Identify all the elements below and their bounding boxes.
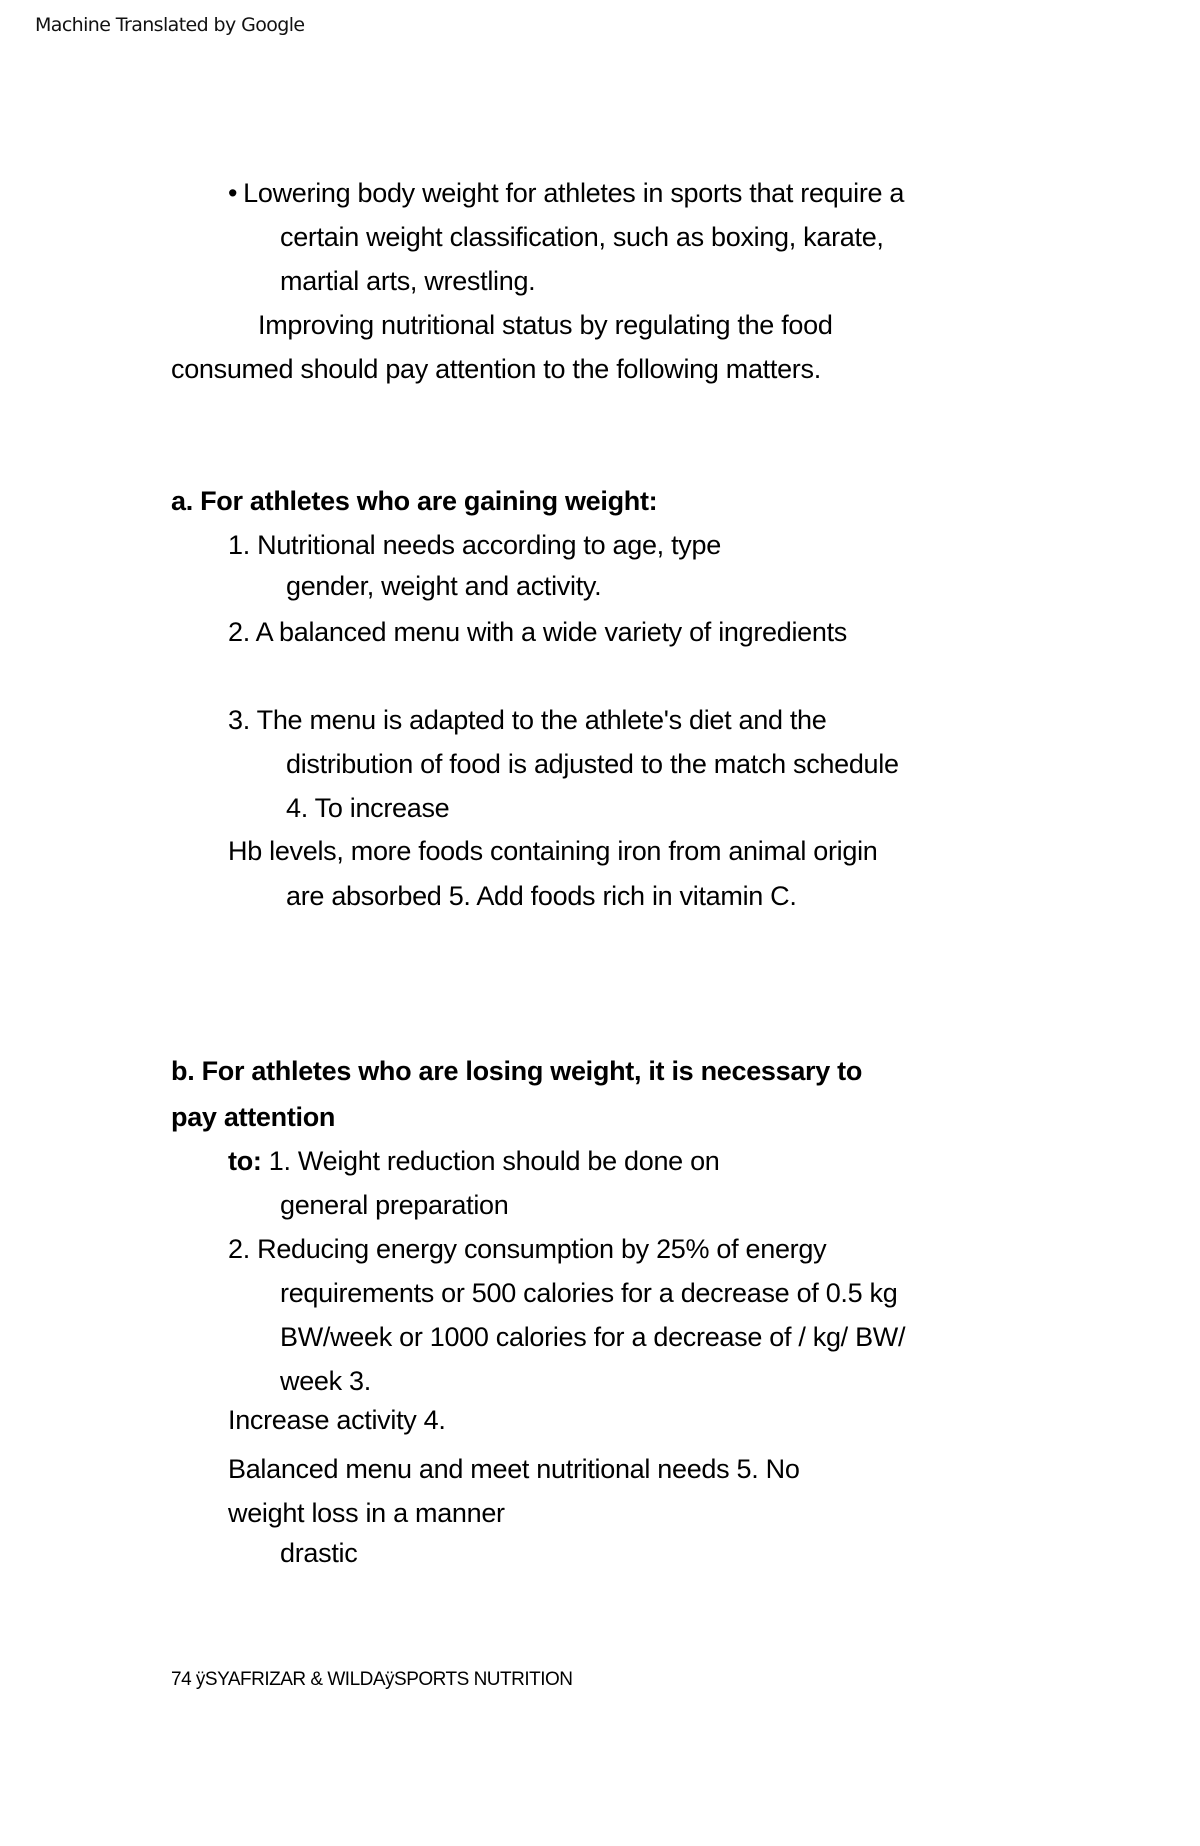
- section-b-line-text: 1. Weight reduction should be done on: [268, 1146, 720, 1176]
- section-b-line: 2. Reducing energy consumption by 25% of energy: [228, 1234, 827, 1264]
- translation-header: Machine Translated by Google: [35, 14, 305, 36]
- page-footer: 74 ÿSYAFRIZAR & WILDAÿSPORTS NUTRITION: [171, 1669, 573, 1690]
- bullet-icon: •: [228, 178, 238, 208]
- section-a-line: 4. To increase: [286, 793, 450, 823]
- bullet-item-text-cont: martial arts, wrestling.: [280, 266, 536, 296]
- section-a-line: are absorbed 5. Add foods rich in vitamin C.: [286, 881, 797, 911]
- section-a-heading: a. For athletes who are gaining weight:: [171, 486, 658, 516]
- section-b-line: BW/week or 1000 calories for a decrease of / kg/ BW/: [280, 1322, 906, 1352]
- section-b-line: Balanced menu and meet nutritional needs 5. No: [228, 1454, 800, 1484]
- section-b-line: general preparation: [280, 1190, 509, 1220]
- bullet-item-text: Lowering body weight for athletes in sports that require a: [243, 178, 905, 208]
- section-b-line: Increase activity 4.: [228, 1405, 446, 1435]
- section-a-line: distribution of food is adjusted to the match schedule: [286, 749, 899, 779]
- section-b-line: week 3.: [280, 1366, 371, 1396]
- section-b-line: weight loss in a manner: [228, 1498, 505, 1528]
- section-a-line: Hb levels, more foods containing iron from animal origin: [228, 836, 878, 866]
- section-b-line: drastic: [280, 1538, 358, 1568]
- section-b-heading: pay attention: [171, 1102, 336, 1132]
- intro-paragraph-line: Improving nutritional status by regulating the food: [258, 310, 833, 340]
- intro-paragraph-line: consumed should pay attention to the following matters.: [171, 354, 821, 384]
- to-label: to:: [228, 1146, 262, 1176]
- section-b-line: requirements or 500 calories for a decrease of 0.5 kg: [280, 1278, 898, 1308]
- section-a-line: 3. The menu is adapted to the athlete's diet and the: [228, 705, 827, 735]
- section-a-line: 1. Nutritional needs according to age, type: [228, 530, 721, 560]
- section-b-heading: b. For athletes who are losing weight, it is necessary to: [171, 1056, 863, 1086]
- section-a-line: gender, weight and activity.: [286, 571, 602, 601]
- section-a-line: 2. A balanced menu with a wide variety of ingredients: [228, 617, 847, 647]
- section-b-line: [228, 1148, 720, 1175]
- bullet-item: [228, 180, 904, 207]
- bullet-item-text-cont: certain weight classification, such as boxing, karate,: [280, 222, 884, 252]
